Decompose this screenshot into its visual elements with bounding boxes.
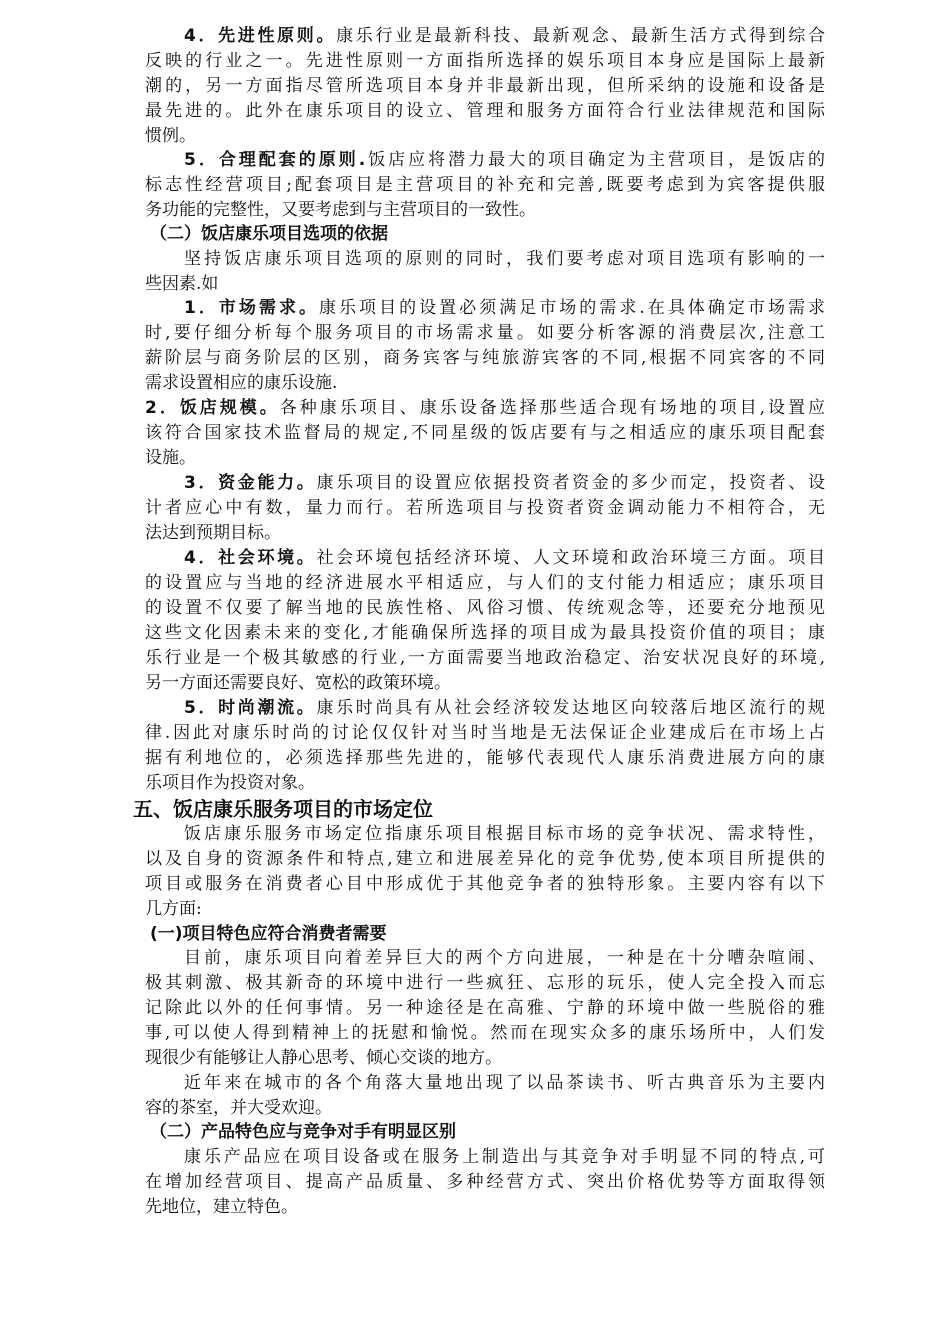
paragraph-line: 些因素.如 (145, 274, 219, 294)
factor-heading: 4．社会环境。 (184, 548, 317, 568)
paragraph-line: 的设置应与当地的经济进展水平相适应，与人们的支付能力相适应；康乐项目 (145, 573, 825, 593)
paragraph-line: 标志性经营项目;配套项目是主营项目的补充和完善,既要考虑到为宾客提供服 (145, 175, 825, 195)
paragraph-line (184, 696, 825, 720)
factor-heading: 1．市场需求。 (184, 298, 319, 318)
paragraph-line: 该符合国家技术监督局的规定,不同星级的饭店要有与之相适应的康乐项目配套 (145, 423, 825, 443)
paragraph-text: 各种康乐项目、康乐设备选择那些适合现有场地的项目,设置应 (279, 398, 825, 418)
paragraph-line (184, 546, 825, 570)
factor-heading: 5．时尚潮流。 (184, 698, 317, 718)
paragraph-line: 反映的行业之一。先进性原则一方面指所选择的娱乐项目本身应是国际上最新 (145, 51, 825, 71)
paragraph-line: 以及自身的资源条件和特点,建立和进展差异化的竞争优势,使本项目所提供的 (145, 849, 825, 869)
paragraph-line (184, 24, 825, 48)
paragraph-text: 康乐时尚具有从社会经济较发达地区向较落后地区流行的规 (316, 698, 825, 718)
paragraph-line: 潮的，另一方面指尽管所选项目本身并非最新出现，但所采纳的设施和设备是 (145, 76, 825, 96)
paragraph-line: 需求设置相应的康乐设施. (145, 373, 338, 393)
paragraph-line: 记除此以外的任何事情。另一种途径是在高雅、宁静的环境中做一些脱俗的雅 (145, 998, 825, 1018)
principle-heading: 5．合理配套的原则. (184, 150, 366, 170)
paragraph-line (184, 148, 825, 172)
paragraph-text: 社会环境包括经济环境、人文环境和政治环境三方面。项目 (316, 548, 825, 568)
paragraph-line: 据有利地位的，必须选择那些先进的，能够代表现代人康乐消费进展方向的康 (145, 748, 825, 768)
paragraph-line: 康乐产品应在项目设备或在服务上制造出与其竞争对手明显不同的特点,可 (184, 1147, 825, 1167)
paragraph-line: 计者应心中有数，量力而行。若所选项目与投资者资金调动能力不相符合，无 (145, 498, 825, 518)
paragraph-line: 现很少有能够让人静心思考、倾心交谈的地方。 (145, 1048, 502, 1068)
paragraph-line (145, 396, 825, 420)
section-heading: （二）饭店康乐项目选项的依据 (150, 224, 388, 244)
paragraph-line: 先地位，建立特色。 (145, 1197, 298, 1217)
paragraph-line: 乐项目作为投资对象。 (145, 773, 315, 793)
paragraph-line: 律.因此对康乐时尚的讨论仅仅针对当时当地是无法保证企业建成后在市场上占 (145, 723, 825, 743)
paragraph-line (184, 296, 825, 320)
factor-heading: 2．饭店规模。 (145, 398, 280, 418)
paragraph-line: 法达到预期目标。 (145, 523, 281, 543)
paragraph-line: 几方面: (145, 899, 202, 919)
paragraph-line: 的设置不仅要了解当地的民族性格、风俗习惯、传统观念等，还要充分地预见 (145, 598, 825, 618)
paragraph-line: 薪阶层与商务阶层的区别，商务宾客与纯旅游宾客的不同,根据不同宾客的不同 (145, 348, 825, 368)
paragraph-line: 务功能的完整性，又要考虑到与主营项目的一致性。 (145, 200, 536, 220)
paragraph-line: 近年来在城市的各个角落大量地出现了以品茶读书、听古典音乐为主要内 (184, 1073, 825, 1093)
paragraph-line (184, 471, 825, 495)
paragraph-line: 容的茶室，并大受欢迎。 (145, 1098, 332, 1118)
paragraph-text: 饭店应将潜力最大的项目确定为主营项目，是饭店的 (365, 150, 825, 170)
paragraph-line: 乐行业是一个极其敏感的行业,一方面需要当地政治稳定、治安状况良好的环境, (145, 648, 825, 668)
paragraph-line: 时,要仔细分析每个服务项目的市场需求量。如要分析客源的消费层次,注意工 (145, 323, 825, 343)
paragraph-line: 惯例。 (145, 126, 196, 146)
factor-heading: 3．资金能力。 (184, 473, 317, 493)
chapter-heading: 五、饭店康乐服务项目的市场定位 (133, 797, 433, 821)
paragraph-line: 这些文化因素未来的变化,才能确保所选择的项目成为最具投资价值的项目；康 (145, 623, 825, 643)
paragraph-line: 极其刺激、极其新奇的环境中进行一些疯狂、忘形的玩乐，使人完全投入而忘 (145, 973, 825, 993)
paragraph-line: 事,可以使人得到精神上的抚慰和愉悦。然而在现实众多的康乐场所中，人们发 (145, 1023, 825, 1043)
paragraph-line: 最先进的。此外在康乐项目的设立、管理和服务方面符合行业法律规范和国际 (145, 101, 825, 121)
paragraph-line: 饭店康乐服务市场定位指康乐项目根据目标市场的竞争状况、需求特性， (184, 824, 825, 844)
section-heading: （二）产品特色应与竞争对手有明显区别 (150, 1122, 456, 1142)
paragraph-text: 康乐项目的设置必须满足市场的需求.在具体确定市场需求 (319, 298, 825, 318)
paragraph-line: 在增加经营项目、提高产品质量、多种经营方式、突出价格优势等方面取得领 (145, 1172, 825, 1192)
paragraph-text: 康乐行业是最新科技、最新观念、最新生活方式得到综合 (336, 26, 825, 46)
paragraph-line: 坚持饭店康乐项目选项的原则的同时，我们要考虑对项目选项有影响的一 (184, 249, 825, 269)
paragraph-text: 康乐项目的设置应依据投资者资金的多少而定，投资者、设 (316, 473, 825, 493)
section-heading: (一)项目特色应符合消费者需要 (150, 924, 387, 944)
paragraph-line: 设施。 (145, 448, 196, 468)
paragraph-line: 另一方面还需要良好、宽松的政策环境。 (145, 673, 451, 693)
principle-heading: 4．先进性原则。 (184, 26, 337, 46)
paragraph-line: 项目或服务在消费者心目中形成优于其他竞争者的独特形象。主要内容有以下 (145, 874, 825, 894)
paragraph-line: 目前，康乐项目向着差异巨大的两个方向进展，一种是在十分嘈杂喧闹、 (184, 948, 825, 968)
